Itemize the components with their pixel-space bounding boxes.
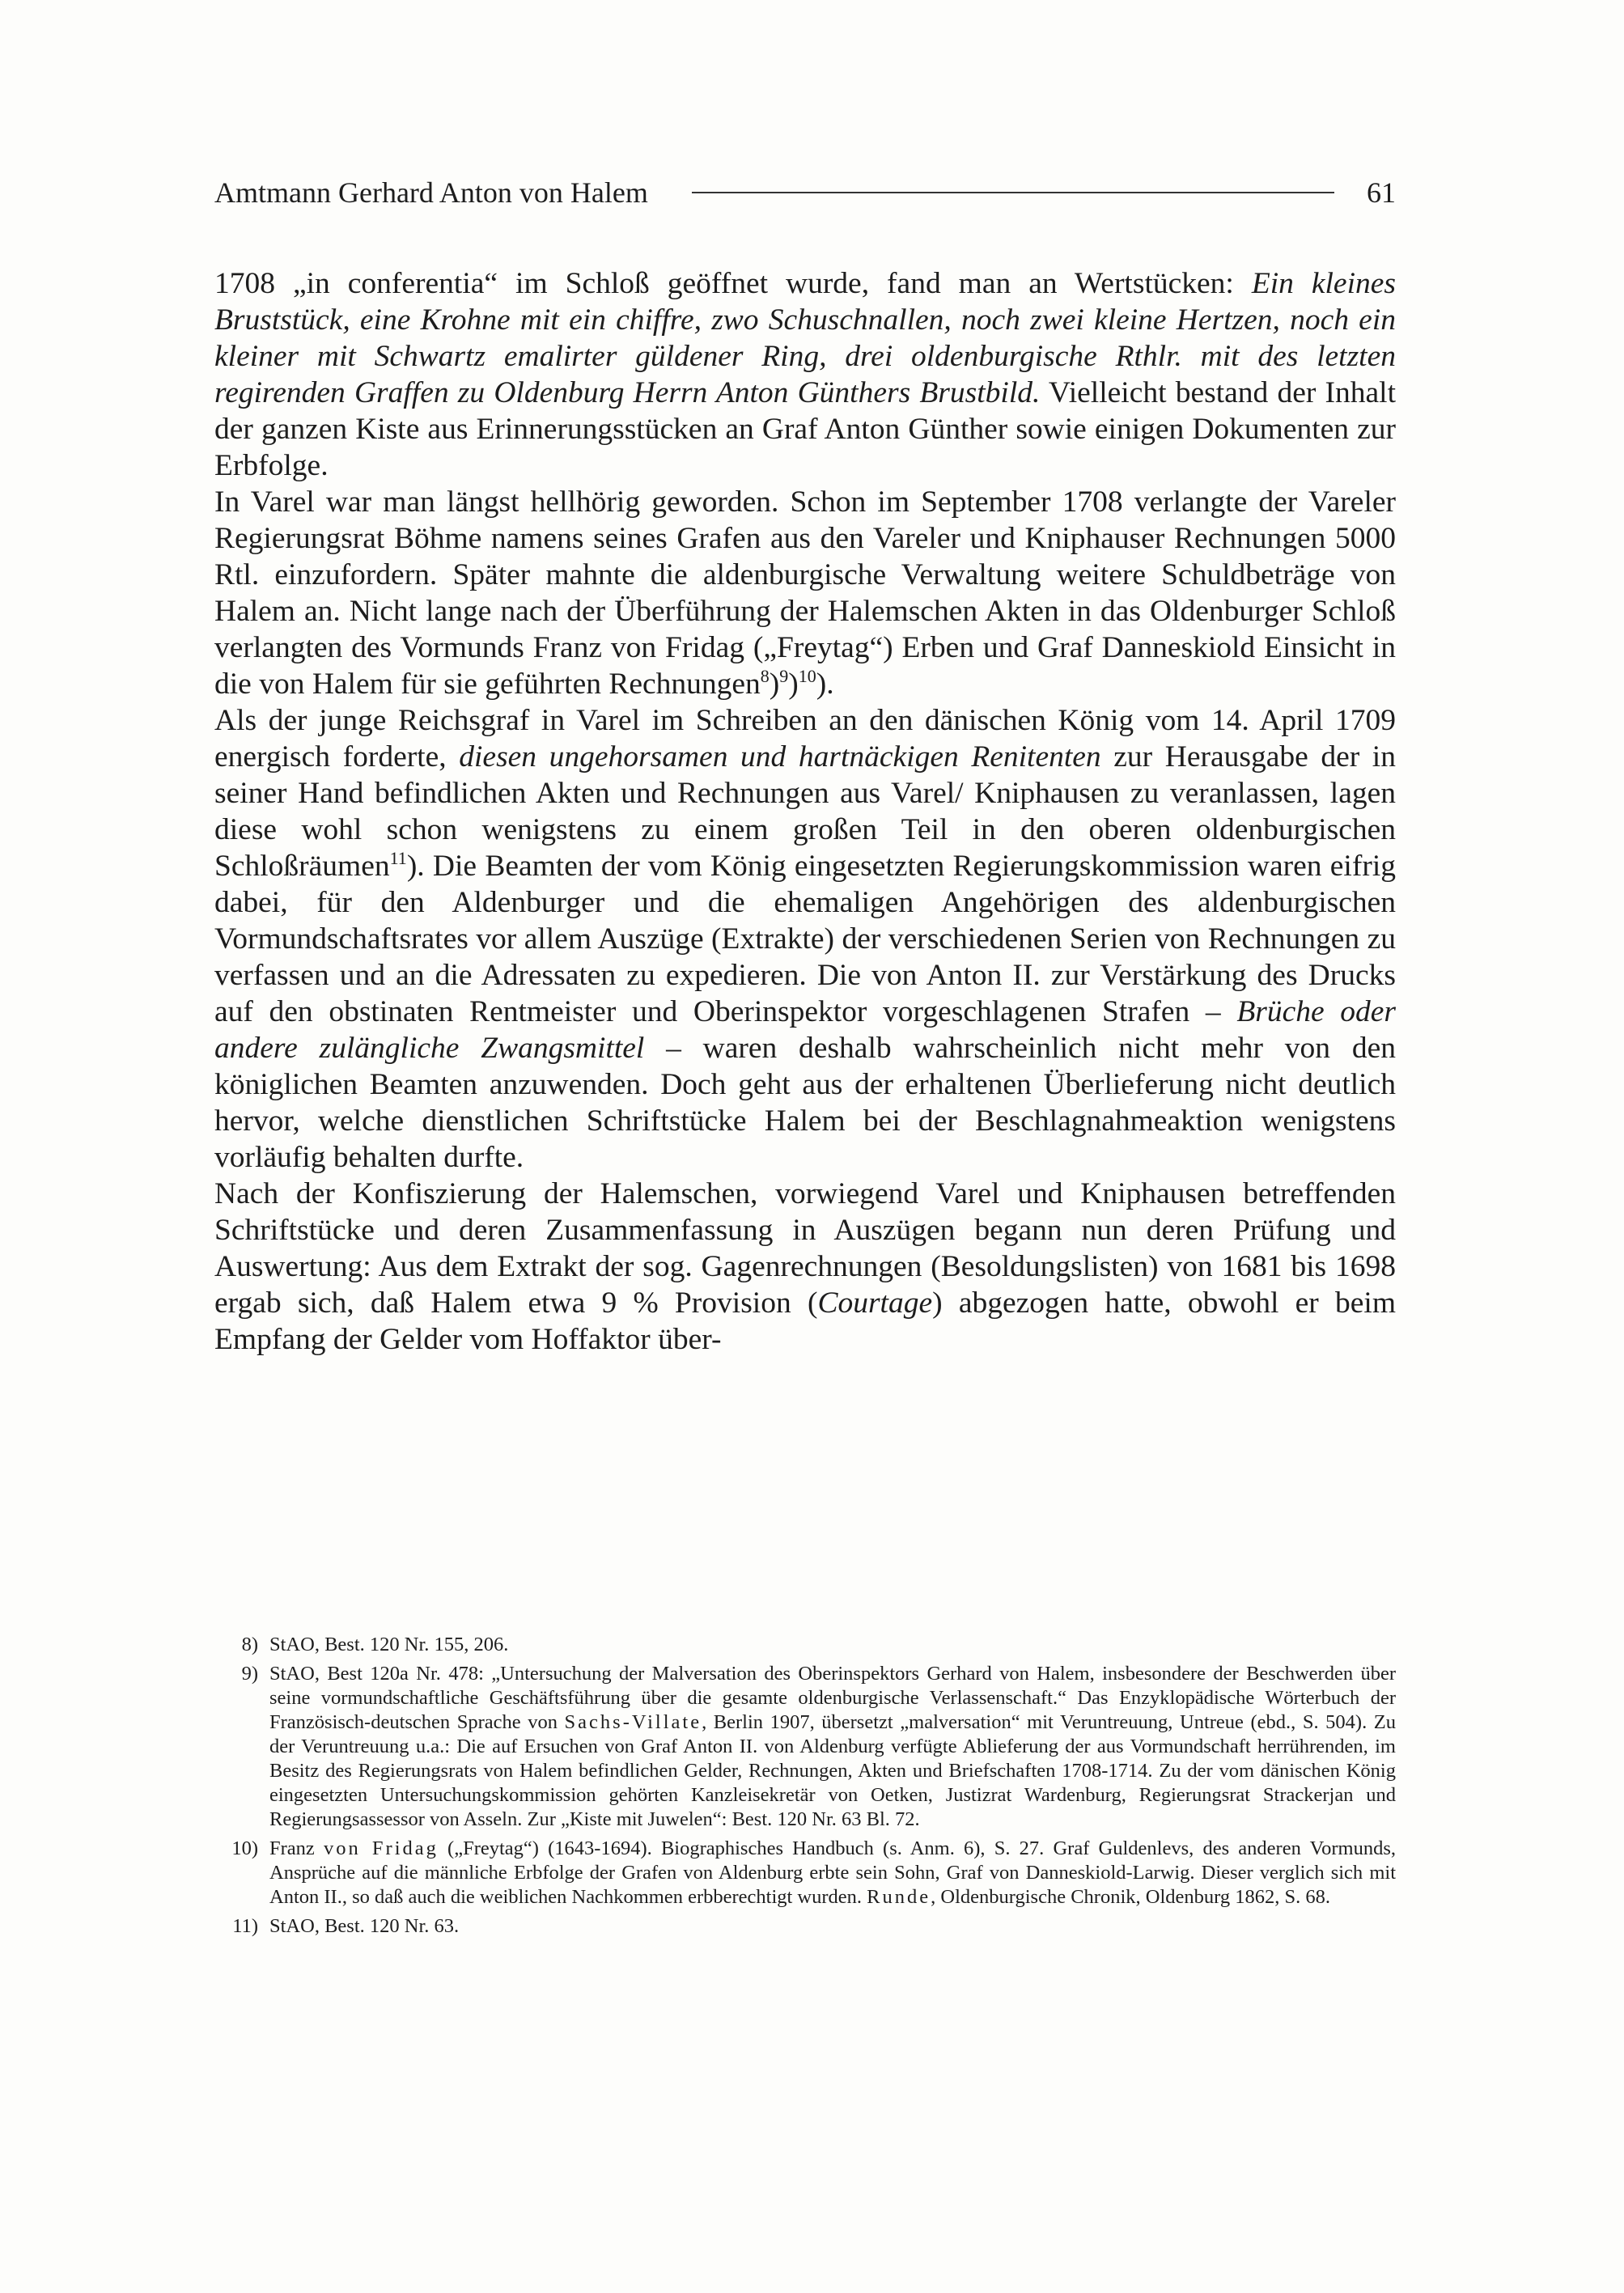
footnote-9: [214, 1662, 1396, 1832]
quoted-phrase: Brüche oder andere zulängliche Zwangsmittel: [214, 995, 1396, 1065]
footnote-8: [214, 1633, 1396, 1657]
page-number: 61: [1367, 176, 1396, 209]
footnote-11: [214, 1914, 1396, 1939]
footnote-text: StAO, Best. 120 Nr. 63.: [269, 1915, 460, 1937]
quoted-term: Courtage: [817, 1286, 933, 1320]
text-run: Vielleicht bestand der Inhalt der ganzen Kiste aus Erinnerungsstücken an Graf Anton Günther sowie einigen Dokumenten zur Erbfolge.: [214, 376, 1397, 482]
paragraph-4: [214, 1176, 1396, 1358]
text-run: („Freytag“) (1643-1694). Biographisches Handbuch (s. Anm. 6), S. 27. Graf Guldenlevs, des anderen Vormunds, Ansprüche auf die männliche Erbfolge der Grafen von Aldenburg erbte sein Sohn, Graf von Danneskiold-Larwig. Dieser verglich sich mit Anton II., so daß auch die weiblichen Nachkommen erbberechtigt wurden.: [269, 1837, 1396, 1908]
footnote-text: [269, 1837, 1396, 1909]
person-name: von Fridag: [323, 1837, 439, 1859]
footnote-ref-8[interactable]: 8: [760, 666, 770, 686]
text-run: Nach der Konfiszierung der Halemschen, vorwiegend Varel und Kniphausen betreffenden Schriftstücke und deren Zusammenfassung in Auszügen begann nun deren Prüfung und Auswertung: Aus dem Extrakt der sog. Gagenrechnungen (Besoldungslisten) von 1681 bis 1698 ergab sich, daß Halem etwa 9 % Provision (: [214, 1177, 1396, 1320]
text-run: Als der junge Reichsgraf in Varel im Schreiben an den dänischen König vom 14. April 1709 energisch forderte,: [214, 704, 1396, 774]
paragraph-2: In Varel war man längst hellhörig geworden. Schon im September 1708 verlangte der Vareler Regierungsrat Böhme namens seines Grafen aus den Vareler und Kniphauser Rechnungen 5000 Rtl. einzufordern. Später mahnte die aldenburgische Verwaltung weitere Schuldbeträge von Halem an. Nicht lange nach der Überführung der Halemschen Akten in das Oldenburger Schloß verlangten des Vormunds Franz von Fridag („Freytag“) Erben und Graf Danneskiold Einsicht in die von Halem für sie geführten Rechnungen$^8$)$^9$)$^{10}$).: [214, 485, 1396, 701]
footnote-ref-9[interactable]: 9: [779, 666, 789, 686]
footnote-number: 9): [241, 1663, 258, 1685]
text-run: Franz: [269, 1837, 324, 1859]
text-run: ) abgezogen hatte, obwohl er beim Empfang der Gelder vom Hoffaktor über-: [214, 1286, 1396, 1356]
footnote-ref-11[interactable]: 11: [389, 848, 407, 868]
footnote-number: 10): [231, 1837, 258, 1859]
running-header: [214, 172, 1396, 214]
author-name: Runde: [867, 1886, 931, 1908]
paragraph-3: [214, 702, 1396, 1176]
footnote-number: 8): [241, 1634, 258, 1655]
footnote-text: [269, 1662, 1396, 1832]
text-run: ).: [816, 668, 834, 701]
text-run: ). Die Beamten der vom König eingesetzten Regierungskommission waren eifrig dabei, für den Aldenburger und die ehemaligen Angehörigen des aldenburgischen Vormundschaftsrates vor allem Auszüge (Extrakte) der verschiedenen Serien von Rechnungen zu verfassen und an die Adressaten zu expedieren. Die von Anton II. zur Verstärkung des Drucks auf den obstinaten Rentmeister und Oberinspektor vorgeschlagenen Strafen –: [214, 850, 1396, 1028]
footnote-number: 11): [232, 1915, 258, 1937]
text-run: zur Herausgabe der in seiner Hand befindlichen Akten und Rechnungen aus Varel/ Kniphausen zu veranlassen, lagen diese wohl schon wenigstens zu einem großen Teil in den oberen oldenburgischen Schloßräumen: [214, 740, 1396, 883]
footnote-ref-10[interactable]: 10: [798, 666, 816, 686]
header-rule: [692, 192, 1334, 193]
text-run: , Berlin 1907, übersetzt „malversation“ mit Veruntreuung, Untreue (ebd., S. 504). Zu der Veruntreuung u.a.: Die auf Ersuchen von Graf Anton II. von Aldenburg verfügte Ablieferung der aus Vormundschaft herrührenden, im Besitz des Regierungsrats von Halem befindlichen Gelder, Rechnungen, Akten und Briefschaften 1708-1714. Zu der vom dänischen König eingesetzten Untersuchungskommission gehörten Kanzleisekretär von Oetken, Justizrat Wardenburg, Regierungsrat Strackerjan und Regierungsassessor von Asseln. Zur „Kiste mit Juwelen“: Best. 120 Nr. 63 Bl. 72.: [269, 1711, 1396, 1830]
author-name: Sachs-Villate: [564, 1711, 702, 1733]
text-run: StAO, Best 120a Nr. 478: „Untersuchung der Malversation des Oberinspektors Gerhard von Halem, insbesondere der Beschwerden über seine vormundschaftliche Geschäftsführung über die gesamte oldenburgische Verlassenschaft.“ Das Enzyklopädische Wörterbuch der Französisch-deutschen Sprache von: [269, 1663, 1396, 1733]
running-title: Amtmann Gerhard Anton von Halem: [214, 176, 648, 209]
quoted-phrase: diesen ungehorsamen und hartnäckigen Renitenten: [459, 740, 1101, 774]
main-text: [214, 265, 1396, 1358]
text-run: 1708 „in conferentia“ im Schloß geöffnet wurde, fand man an Wertstücken:: [214, 267, 1252, 300]
footnote-text: StAO, Best. 120 Nr. 155, 206.: [269, 1634, 509, 1655]
footnotes: [214, 1633, 1396, 1943]
footnote-10: [214, 1837, 1396, 1909]
quoted-inventory: Ein kleines Bruststück, eine Krohne mit ein chiffre, zwo Schuschnallen, noch zwei kleine Hertzen, noch ein kleiner mit Schwartz emalirter güldener Ring, drei oldenburgische Rthlr. mit des letzten regirenden Graffen zu Oldenburg Herrn Anton Günthers Brustbild.: [214, 267, 1396, 409]
text-run: In Varel war man längst hellhörig geworden. Schon im September 1708 verlangte der Vareler Regierungsrat Böhme namens seines Grafen aus den Vareler und Kniphauser Rechnungen 5000 Rtl. einzufordern. Später mahnte die aldenburgische Verwaltung weitere Schuldbeträge von Halem an. Nicht lange nach der Überführung der Halemschen Akten in das Oldenburger Schloß verlangten des Vormunds Franz von Fridag („Freytag“) Erben und Graf Danneskiold Einsicht in die von Halem für sie geführten Rechnungen: [214, 485, 1396, 701]
paragraph-1: [214, 265, 1396, 484]
text-run: – waren deshalb wahrscheinlich nicht mehr von den königlichen Beamten anzuwenden. Doch geht aus der erhaltenen Überlieferung nicht deutlich hervor, welche dienstlichen Schriftstücke Halem bei der Beschlagnahmeaktion wenigstens vorläufig behalten durfte.: [214, 1032, 1396, 1174]
text-run: , Oldenburgische Chronik, Oldenburg 1862, S. 68.: [931, 1886, 1330, 1908]
